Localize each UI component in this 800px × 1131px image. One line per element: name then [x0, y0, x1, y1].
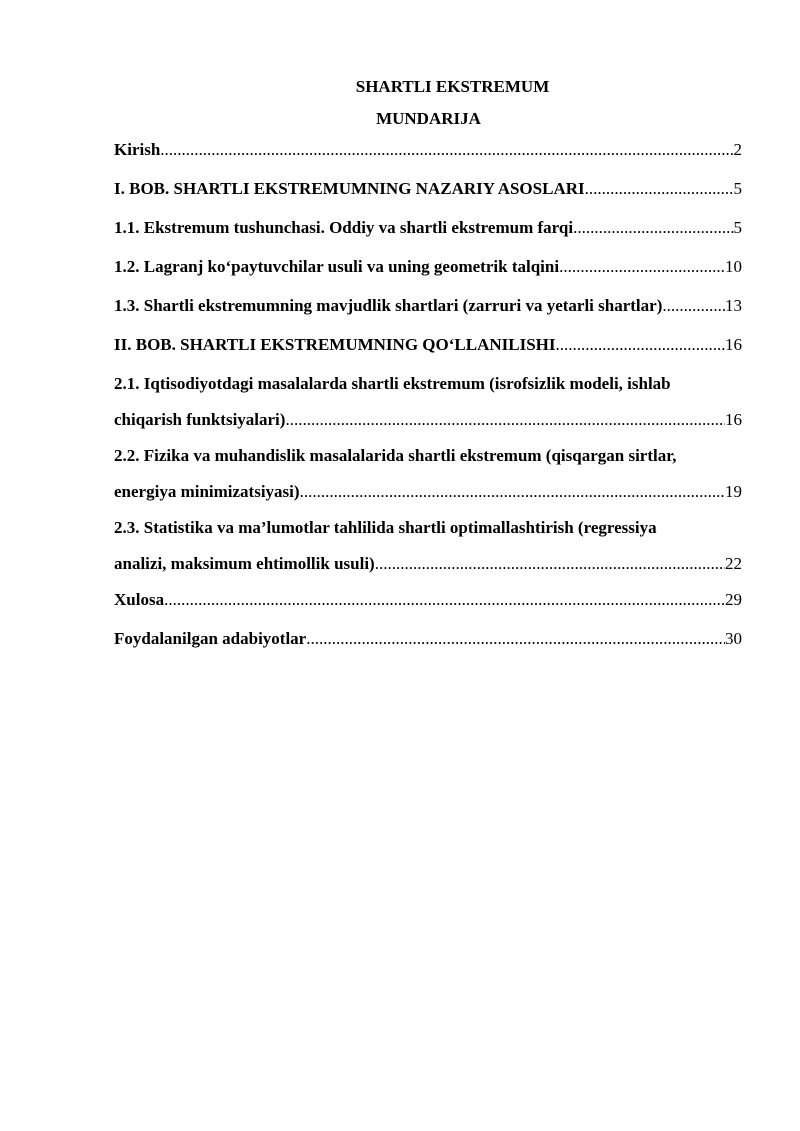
toc-entry-text: 1.3. Shartli ekstremumning mavjudlik shartlari (zarruri va yetarli shartlar) [114, 296, 663, 315]
toc-entry-text: Kirish [114, 140, 161, 159]
toc-entry[interactable] [114, 335, 742, 355]
dot-leader [300, 482, 725, 502]
toc-page-number: 16 [725, 410, 742, 429]
toc-entry-text: II. BOB. SHARTLI EKSTREMUMNING QO‘LLANILISHI [114, 335, 556, 354]
toc-entry[interactable] [114, 296, 742, 316]
toc-entry-text: Xulosa [114, 590, 165, 609]
dot-leader [559, 257, 725, 277]
dot-leader [556, 335, 726, 355]
toc-page-number: 2 [733, 140, 742, 159]
toc-page-number: 10 [725, 257, 742, 276]
dot-leader [662, 296, 725, 316]
toc-entry[interactable] [114, 218, 742, 238]
toc-entry-text: 2.2. Fizika va muhandislik masalalarida shartli ekstremum (qisqargan sirtlar, [114, 446, 677, 465]
toc-heading: MUNDARIJA [376, 109, 481, 128]
toc-entry-text: 2.1. Iqtisodiyotdagi masalalarda shartli ekstremum (isrofsizlik modeli, ishlab [114, 374, 671, 393]
toc-entry-text: I. BOB. SHARTLI EKSTREMUMNING NAZARIY ASOSLARI [114, 179, 585, 198]
toc-page-number: 29 [725, 590, 742, 609]
toc-page-number: 5 [733, 218, 742, 237]
toc-entry-text: Foydalanilgan adabiyotlar [114, 629, 307, 648]
dot-leader [164, 590, 725, 610]
toc-entry-text: chiqarish funktsiyalari) [114, 410, 286, 429]
toc-entry[interactable] [114, 140, 742, 160]
dot-leader [160, 140, 733, 160]
toc-entry[interactable] [114, 179, 742, 199]
dot-leader [573, 218, 733, 238]
toc-page-number: 13 [725, 296, 742, 315]
toc-entry[interactable] [114, 518, 742, 574]
toc-page-number: 19 [725, 482, 742, 501]
toc-entry-text: analizi, maksimum ehtimollik usuli) [114, 554, 375, 573]
toc-page-number: 30 [725, 629, 742, 648]
toc-entry-text: 2.3. Statistika va ma’lumotlar tahlilida shartli optimallashtirish (regressiya [114, 518, 657, 537]
document-title: SHARTLI EKSTREMUM [355, 77, 550, 96]
dot-leader [375, 554, 725, 574]
toc-page-number: 5 [733, 179, 742, 198]
toc-entry-text: 1.1. Ekstremum tushunchasi. Oddiy va shartli ekstremum farqi [114, 218, 574, 237]
toc-entry-text: energiya minimizatsiyasi) [114, 482, 300, 501]
dot-leader [306, 629, 725, 649]
toc-entry[interactable] [114, 446, 742, 502]
toc-entry[interactable] [114, 374, 742, 430]
toc-entry[interactable] [114, 629, 742, 649]
toc-entry[interactable] [114, 590, 742, 610]
dot-leader [285, 410, 725, 430]
dot-leader [585, 179, 734, 199]
toc-page-number: 22 [725, 554, 742, 573]
toc-entry-text: 1.2. Lagranj ko‘paytuvchilar usuli va uning geometrik talqini [114, 257, 560, 276]
toc-page-number: 16 [725, 335, 742, 354]
toc-entry[interactable] [114, 257, 742, 277]
